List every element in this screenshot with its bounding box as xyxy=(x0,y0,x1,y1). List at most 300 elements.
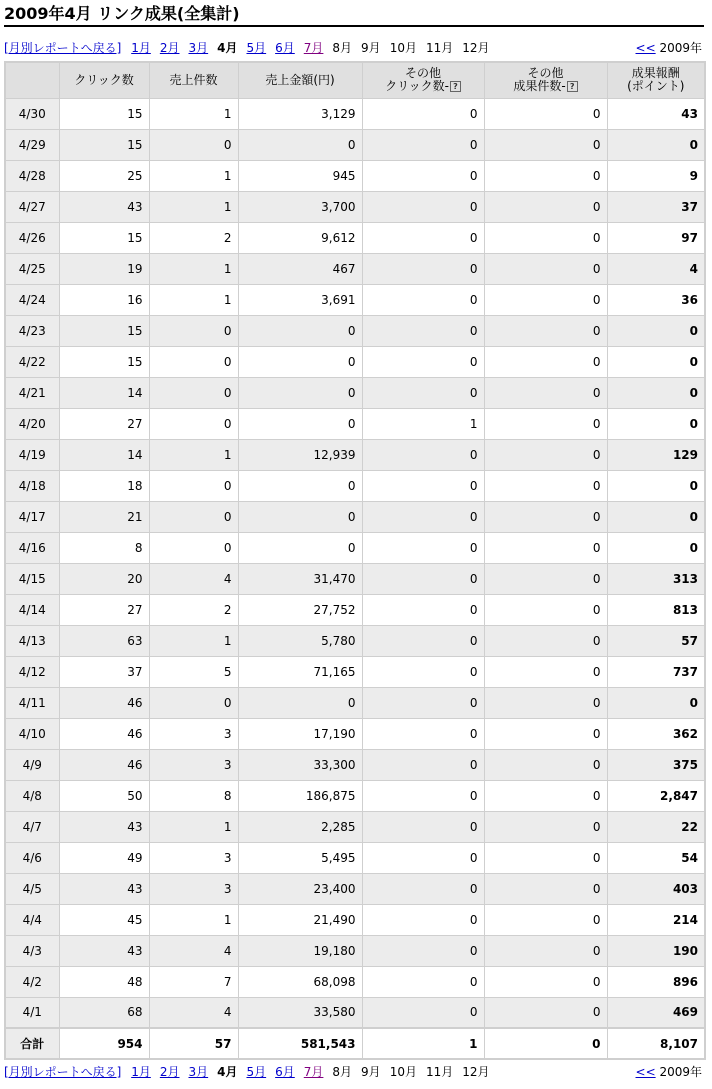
sales-amount-cell: 0 xyxy=(238,408,362,439)
reward-cell: 0 xyxy=(607,501,705,532)
clicks-column-header: クリック数 xyxy=(59,62,149,98)
sales-amount-cell: 0 xyxy=(238,377,362,408)
clicks-cell: 46 xyxy=(59,749,149,780)
clicks-cell: 43 xyxy=(59,191,149,222)
other-clicks-cell: 0 xyxy=(362,129,484,160)
table-row xyxy=(5,377,705,408)
sales-amount-cell: 71,165 xyxy=(238,656,362,687)
table-row xyxy=(5,315,705,346)
date-cell: 4/29 xyxy=(5,129,59,160)
other-sales-cell: 0 xyxy=(484,191,607,222)
table-row xyxy=(5,470,705,501)
sales-amount-cell: 945 xyxy=(238,160,362,191)
year-label: 2009年 xyxy=(659,1065,702,1079)
other-sales-column-header: その他 成果件数- ? xyxy=(484,62,607,98)
sales-count-cell: 4 xyxy=(149,563,238,594)
sales-count-cell: 4 xyxy=(149,997,238,1028)
other-clicks-cell: 0 xyxy=(362,718,484,749)
other-clicks-cell: 0 xyxy=(362,222,484,253)
sales-count-cell: 5 xyxy=(149,656,238,687)
month-link: 8月 xyxy=(332,1065,353,1079)
other-clicks-cell: 0 xyxy=(362,935,484,966)
table-row xyxy=(5,191,705,222)
other-sales-cell: 0 xyxy=(484,98,607,129)
reward-cell: 37 xyxy=(607,191,705,222)
month-link: 9月 xyxy=(361,41,381,55)
date-cell: 4/3 xyxy=(5,935,59,966)
clicks-cell: 8 xyxy=(59,532,149,563)
clicks-cell: 43 xyxy=(59,811,149,842)
date-cell: 4/17 xyxy=(5,501,59,532)
sales-count-cell: 3 xyxy=(149,718,238,749)
sales-count-cell: 0 xyxy=(149,687,238,718)
clicks-cell: 25 xyxy=(59,160,149,191)
other-sales-cell: 0 xyxy=(484,656,607,687)
table-row xyxy=(5,439,705,470)
sales-count-cell: 1 xyxy=(149,439,238,470)
month-link[interactable]: 6月 xyxy=(275,41,295,55)
clicks-cell: 46 xyxy=(59,687,149,718)
table-row xyxy=(5,656,705,687)
other-clicks-cell: 0 xyxy=(362,470,484,501)
sales-count-cell: 0 xyxy=(149,532,238,563)
clicks-cell: 15 xyxy=(59,346,149,377)
other-sales-cell: 0 xyxy=(484,873,607,904)
reward-cell: 129 xyxy=(607,439,705,470)
month-link: 9月 xyxy=(361,1065,381,1079)
month-link[interactable]: 2月 xyxy=(159,41,180,55)
other-sales-cell: 0 xyxy=(484,439,607,470)
table-row xyxy=(5,98,705,129)
reward-cell: 190 xyxy=(607,935,705,966)
date-cell: 4/21 xyxy=(5,377,59,408)
table-row xyxy=(5,222,705,253)
clicks-cell: 43 xyxy=(59,935,149,966)
clicks-cell: 15 xyxy=(59,129,149,160)
other-sales-cell: 0 xyxy=(484,997,607,1028)
date-cell: 4/19 xyxy=(5,439,59,470)
other-clicks-cell: 0 xyxy=(362,563,484,594)
year-switcher xyxy=(636,40,702,56)
sales-amount-cell: 0 xyxy=(238,315,362,346)
date-cell: 4/8 xyxy=(5,780,59,811)
other-clicks-cell: 0 xyxy=(362,904,484,935)
clicks-cell: 18 xyxy=(59,470,149,501)
reward-cell: 313 xyxy=(607,563,705,594)
other-clicks-column-header: その他 クリック数- ? xyxy=(362,62,484,98)
sales-amount-cell: 0 xyxy=(238,501,362,532)
sales-amount-cell: 0 xyxy=(238,470,362,501)
other-sales-cell: 0 xyxy=(484,687,607,718)
date-cell: 4/6 xyxy=(5,842,59,873)
reward-cell: 813 xyxy=(607,594,705,625)
date-cell: 4/5 xyxy=(5,873,59,904)
date-cell: 4/15 xyxy=(5,563,59,594)
date-cell: 4/25 xyxy=(5,253,59,284)
sales-amount-cell: 17,190 xyxy=(238,718,362,749)
clicks-cell: 16 xyxy=(59,284,149,315)
date-cell: 4/9 xyxy=(5,749,59,780)
other-sales-cell: 0 xyxy=(484,749,607,780)
clicks-cell: 15 xyxy=(59,222,149,253)
table-row xyxy=(5,160,705,191)
sales-amount-column-header: 売上金額(円) xyxy=(238,62,362,98)
table-row xyxy=(5,594,705,625)
clicks-cell: 15 xyxy=(59,315,149,346)
total-sales-count: 57 xyxy=(149,1028,238,1059)
other-clicks-cell: 0 xyxy=(362,687,484,718)
date-cell: 4/23 xyxy=(5,315,59,346)
sales-count-cell: 1 xyxy=(149,98,238,129)
clicks-cell: 14 xyxy=(59,439,149,470)
other-sales-header-line2: 成果件数 xyxy=(513,79,562,94)
table-row xyxy=(5,408,705,439)
other-clicks-cell: 0 xyxy=(362,656,484,687)
month-link[interactable]: 1月 xyxy=(131,41,151,55)
date-cell: 4/1 xyxy=(5,997,59,1028)
table-row xyxy=(5,563,705,594)
total-label: 合計 xyxy=(5,1028,59,1059)
sales-amount-cell: 21,490 xyxy=(238,904,362,935)
sales-amount-cell: 9,612 xyxy=(238,222,362,253)
other-sales-cell: 0 xyxy=(484,253,607,284)
other-sales-cell: 0 xyxy=(484,935,607,966)
table-body xyxy=(5,98,705,1028)
table-row xyxy=(5,129,705,160)
month-link[interactable]: 7月 xyxy=(303,1065,324,1079)
other-clicks-cell: 0 xyxy=(362,532,484,563)
sales-amount-cell: 33,300 xyxy=(238,749,362,780)
month-link: 4月 xyxy=(217,41,238,55)
sales-count-cell: 2 xyxy=(149,594,238,625)
reward-cell: 9 xyxy=(607,160,705,191)
clicks-cell: 45 xyxy=(59,904,149,935)
table-header-row xyxy=(5,62,705,98)
other-sales-cell: 0 xyxy=(484,222,607,253)
table-row xyxy=(5,501,705,532)
month-link[interactable]: 3月 xyxy=(188,41,209,55)
sales-count-cell: 8 xyxy=(149,780,238,811)
sales-count-cell: 1 xyxy=(149,284,238,315)
sales-count-cell: 4 xyxy=(149,935,238,966)
sales-count-cell: 1 xyxy=(149,904,238,935)
sales-amount-cell: 33,580 xyxy=(238,997,362,1028)
other-clicks-cell: 0 xyxy=(362,842,484,873)
sales-count-cell: 1 xyxy=(149,253,238,284)
reward-cell: 2,847 xyxy=(607,780,705,811)
date-cell: 4/4 xyxy=(5,904,59,935)
reward-header-line2: (ポイント) xyxy=(627,79,685,94)
table-row xyxy=(5,935,705,966)
other-clicks-cell: 0 xyxy=(362,377,484,408)
month-link[interactable]: 5月 xyxy=(246,41,267,55)
date-cell: 4/16 xyxy=(5,532,59,563)
month-links xyxy=(4,1064,499,1080)
sales-count-cell: 1 xyxy=(149,811,238,842)
sales-count-cell: 3 xyxy=(149,842,238,873)
other-sales-header-line1: その他 xyxy=(527,66,564,81)
month-link: 4月 xyxy=(217,1065,238,1079)
date-cell: 4/12 xyxy=(5,656,59,687)
reward-cell: 0 xyxy=(607,470,705,501)
total-sales-amount: 581,543 xyxy=(238,1028,362,1059)
table-row xyxy=(5,749,705,780)
other-sales-cell: 0 xyxy=(484,377,607,408)
other-clicks-cell: 0 xyxy=(362,346,484,377)
clicks-cell: 27 xyxy=(59,408,149,439)
reward-cell: 54 xyxy=(607,842,705,873)
reward-column-header xyxy=(607,62,705,98)
clicks-cell: 19 xyxy=(59,253,149,284)
other-clicks-cell: 0 xyxy=(362,160,484,191)
other-sales-cell: 0 xyxy=(484,160,607,191)
clicks-cell: 43 xyxy=(59,873,149,904)
sales-count-cell: 1 xyxy=(149,625,238,656)
month-link: 8月 xyxy=(332,41,353,55)
total-other-sales: 0 xyxy=(484,1028,607,1059)
sales-count-cell: 0 xyxy=(149,129,238,160)
table-row xyxy=(5,904,705,935)
sales-amount-cell: 5,495 xyxy=(238,842,362,873)
reward-cell: 362 xyxy=(607,718,705,749)
other-sales-cell: 0 xyxy=(484,842,607,873)
date-cell: 4/2 xyxy=(5,966,59,997)
other-sales-cell: 0 xyxy=(484,594,607,625)
other-sales-cell: 0 xyxy=(484,346,607,377)
clicks-cell: 68 xyxy=(59,997,149,1028)
sales-count-cell: 7 xyxy=(149,966,238,997)
clicks-cell: 20 xyxy=(59,563,149,594)
year-label: 2009年 xyxy=(659,41,702,55)
sales-count-column-header: 売上件数 xyxy=(149,62,238,98)
date-cell: 4/20 xyxy=(5,408,59,439)
sales-amount-cell: 3,700 xyxy=(238,191,362,222)
other-sales-cell: 0 xyxy=(484,718,607,749)
table-row xyxy=(5,997,705,1028)
month-navigation-bottom xyxy=(4,1064,704,1082)
reward-cell: 0 xyxy=(607,346,705,377)
reward-cell: 57 xyxy=(607,625,705,656)
month-link: 11月 xyxy=(425,1065,454,1079)
total-other-clicks: 1 xyxy=(362,1028,484,1059)
month-link[interactable]: 7月 xyxy=(303,41,324,55)
reward-cell: 403 xyxy=(607,873,705,904)
other-clicks-cell: 0 xyxy=(362,253,484,284)
sales-count-cell: 0 xyxy=(149,501,238,532)
other-clicks-cell: 0 xyxy=(362,315,484,346)
other-clicks-cell: 0 xyxy=(362,997,484,1028)
sales-amount-cell: 23,400 xyxy=(238,873,362,904)
date-cell: 4/14 xyxy=(5,594,59,625)
sales-amount-cell: 0 xyxy=(238,532,362,563)
table-row xyxy=(5,284,705,315)
other-clicks-cell: 0 xyxy=(362,966,484,997)
date-column-header xyxy=(5,62,59,98)
month-link[interactable]: 2月 xyxy=(159,1065,180,1079)
sales-amount-cell: 0 xyxy=(238,346,362,377)
table-row xyxy=(5,346,705,377)
month-list xyxy=(131,1065,498,1079)
other-sales-cell: 0 xyxy=(484,811,607,842)
sales-count-cell: 1 xyxy=(149,191,238,222)
clicks-cell: 37 xyxy=(59,656,149,687)
back-to-monthly-report-link[interactable]: [月別レポートへ戻る] xyxy=(4,1065,122,1079)
back-to-monthly-report-link[interactable]: [月別レポートへ戻る] xyxy=(4,41,122,55)
date-cell: 4/30 xyxy=(5,98,59,129)
month-links xyxy=(4,40,499,56)
sales-count-cell: 0 xyxy=(149,315,238,346)
other-sales-cell: 0 xyxy=(484,532,607,563)
date-cell: 4/22 xyxy=(5,346,59,377)
clicks-cell: 49 xyxy=(59,842,149,873)
sales-count-cell: 0 xyxy=(149,377,238,408)
other-sales-cell: 0 xyxy=(484,129,607,160)
sales-amount-cell: 5,780 xyxy=(238,625,362,656)
table-row xyxy=(5,966,705,997)
other-clicks-cell: 0 xyxy=(362,439,484,470)
other-sales-cell: 0 xyxy=(484,625,607,656)
sales-amount-cell: 31,470 xyxy=(238,563,362,594)
sales-count-cell: 0 xyxy=(149,346,238,377)
reward-cell: 0 xyxy=(607,687,705,718)
sales-amount-cell: 3,691 xyxy=(238,284,362,315)
reward-cell: 896 xyxy=(607,966,705,997)
other-sales-cell: 0 xyxy=(484,966,607,997)
date-cell: 4/27 xyxy=(5,191,59,222)
reward-cell: 0 xyxy=(607,532,705,563)
reward-cell: 469 xyxy=(607,997,705,1028)
table-row xyxy=(5,625,705,656)
clicks-cell: 46 xyxy=(59,718,149,749)
clicks-cell: 63 xyxy=(59,625,149,656)
other-sales-cell: 0 xyxy=(484,563,607,594)
sales-count-cell: 0 xyxy=(149,408,238,439)
reward-cell: 214 xyxy=(607,904,705,935)
table-row xyxy=(5,532,705,563)
other-clicks-cell: 0 xyxy=(362,98,484,129)
total-reward: 8,107 xyxy=(607,1028,705,1059)
month-link: 10月 xyxy=(389,1065,417,1079)
clicks-cell: 21 xyxy=(59,501,149,532)
clicks-cell: 50 xyxy=(59,780,149,811)
reward-cell: 43 xyxy=(607,98,705,129)
other-sales-cell: 0 xyxy=(484,501,607,532)
table-row xyxy=(5,687,705,718)
date-cell: 4/18 xyxy=(5,470,59,501)
help-icon[interactable]: ? xyxy=(450,81,461,92)
reward-cell: 0 xyxy=(607,315,705,346)
sales-count-cell: 2 xyxy=(149,222,238,253)
table-row xyxy=(5,842,705,873)
month-link[interactable]: 3月 xyxy=(188,1065,209,1079)
month-link[interactable]: 6月 xyxy=(275,1065,295,1079)
other-sales-cell: 0 xyxy=(484,408,607,439)
sales-amount-cell: 3,129 xyxy=(238,98,362,129)
sales-amount-cell: 0 xyxy=(238,129,362,160)
month-link[interactable]: 5月 xyxy=(246,1065,267,1079)
sales-count-cell: 3 xyxy=(149,749,238,780)
date-cell: 4/13 xyxy=(5,625,59,656)
date-cell: 4/7 xyxy=(5,811,59,842)
other-clicks-cell: 0 xyxy=(362,780,484,811)
other-clicks-cell: 0 xyxy=(362,625,484,656)
reward-cell: 36 xyxy=(607,284,705,315)
reward-cell: 0 xyxy=(607,377,705,408)
table-row xyxy=(5,718,705,749)
other-clicks-cell: 0 xyxy=(362,873,484,904)
sales-count-cell: 3 xyxy=(149,873,238,904)
date-cell: 4/10 xyxy=(5,718,59,749)
month-link: 12月 xyxy=(462,1065,490,1079)
table-row xyxy=(5,780,705,811)
month-link[interactable]: 1月 xyxy=(131,1065,151,1079)
other-clicks-cell: 0 xyxy=(362,501,484,532)
sales-count-cell: 1 xyxy=(149,160,238,191)
sales-amount-cell: 19,180 xyxy=(238,935,362,966)
month-link: 10月 xyxy=(389,41,417,55)
clicks-cell: 15 xyxy=(59,98,149,129)
previous-year-link[interactable]: << xyxy=(635,41,656,55)
date-cell: 4/28 xyxy=(5,160,59,191)
reward-cell: 22 xyxy=(607,811,705,842)
sales-count-cell: 0 xyxy=(149,470,238,501)
other-sales-cell: 0 xyxy=(484,904,607,935)
date-cell: 4/26 xyxy=(5,222,59,253)
previous-year-link[interactable]: << xyxy=(635,1065,656,1079)
reward-cell: 4 xyxy=(607,253,705,284)
clicks-cell: 27 xyxy=(59,594,149,625)
total-clicks: 954 xyxy=(59,1028,149,1059)
date-cell: 4/24 xyxy=(5,284,59,315)
other-clicks-cell: 1 xyxy=(362,408,484,439)
table-row xyxy=(5,253,705,284)
sales-amount-cell: 68,098 xyxy=(238,966,362,997)
month-link: 12月 xyxy=(462,41,490,55)
year-switcher xyxy=(636,1064,702,1080)
table-row xyxy=(5,811,705,842)
reward-cell: 97 xyxy=(607,222,705,253)
sales-amount-cell: 467 xyxy=(238,253,362,284)
other-clicks-cell: 0 xyxy=(362,749,484,780)
total-row xyxy=(5,1028,705,1059)
date-cell: 4/11 xyxy=(5,687,59,718)
other-clicks-header-line2: クリック数 xyxy=(385,79,445,94)
other-clicks-cell: 0 xyxy=(362,594,484,625)
month-navigation-top xyxy=(4,40,704,58)
other-clicks-header-line1: その他 xyxy=(404,66,441,81)
sales-amount-cell: 12,939 xyxy=(238,439,362,470)
reward-cell: 737 xyxy=(607,656,705,687)
month-list xyxy=(131,41,498,55)
clicks-cell: 14 xyxy=(59,377,149,408)
help-icon[interactable]: ? xyxy=(567,81,578,92)
reward-cell: 0 xyxy=(607,408,705,439)
clicks-cell: 48 xyxy=(59,966,149,997)
reward-cell: 375 xyxy=(607,749,705,780)
other-sales-cell: 0 xyxy=(484,315,607,346)
other-clicks-cell: 0 xyxy=(362,191,484,222)
other-sales-cell: 0 xyxy=(484,470,607,501)
other-sales-cell: 0 xyxy=(484,780,607,811)
sales-amount-cell: 27,752 xyxy=(238,594,362,625)
other-clicks-cell: 0 xyxy=(362,811,484,842)
sales-amount-cell: 0 xyxy=(238,687,362,718)
link-results-table xyxy=(4,61,706,1060)
page-title: 2009年4月 リンク成果(全集計) xyxy=(4,4,704,27)
sales-amount-cell: 2,285 xyxy=(238,811,362,842)
table-row xyxy=(5,873,705,904)
other-clicks-cell: 0 xyxy=(362,284,484,315)
